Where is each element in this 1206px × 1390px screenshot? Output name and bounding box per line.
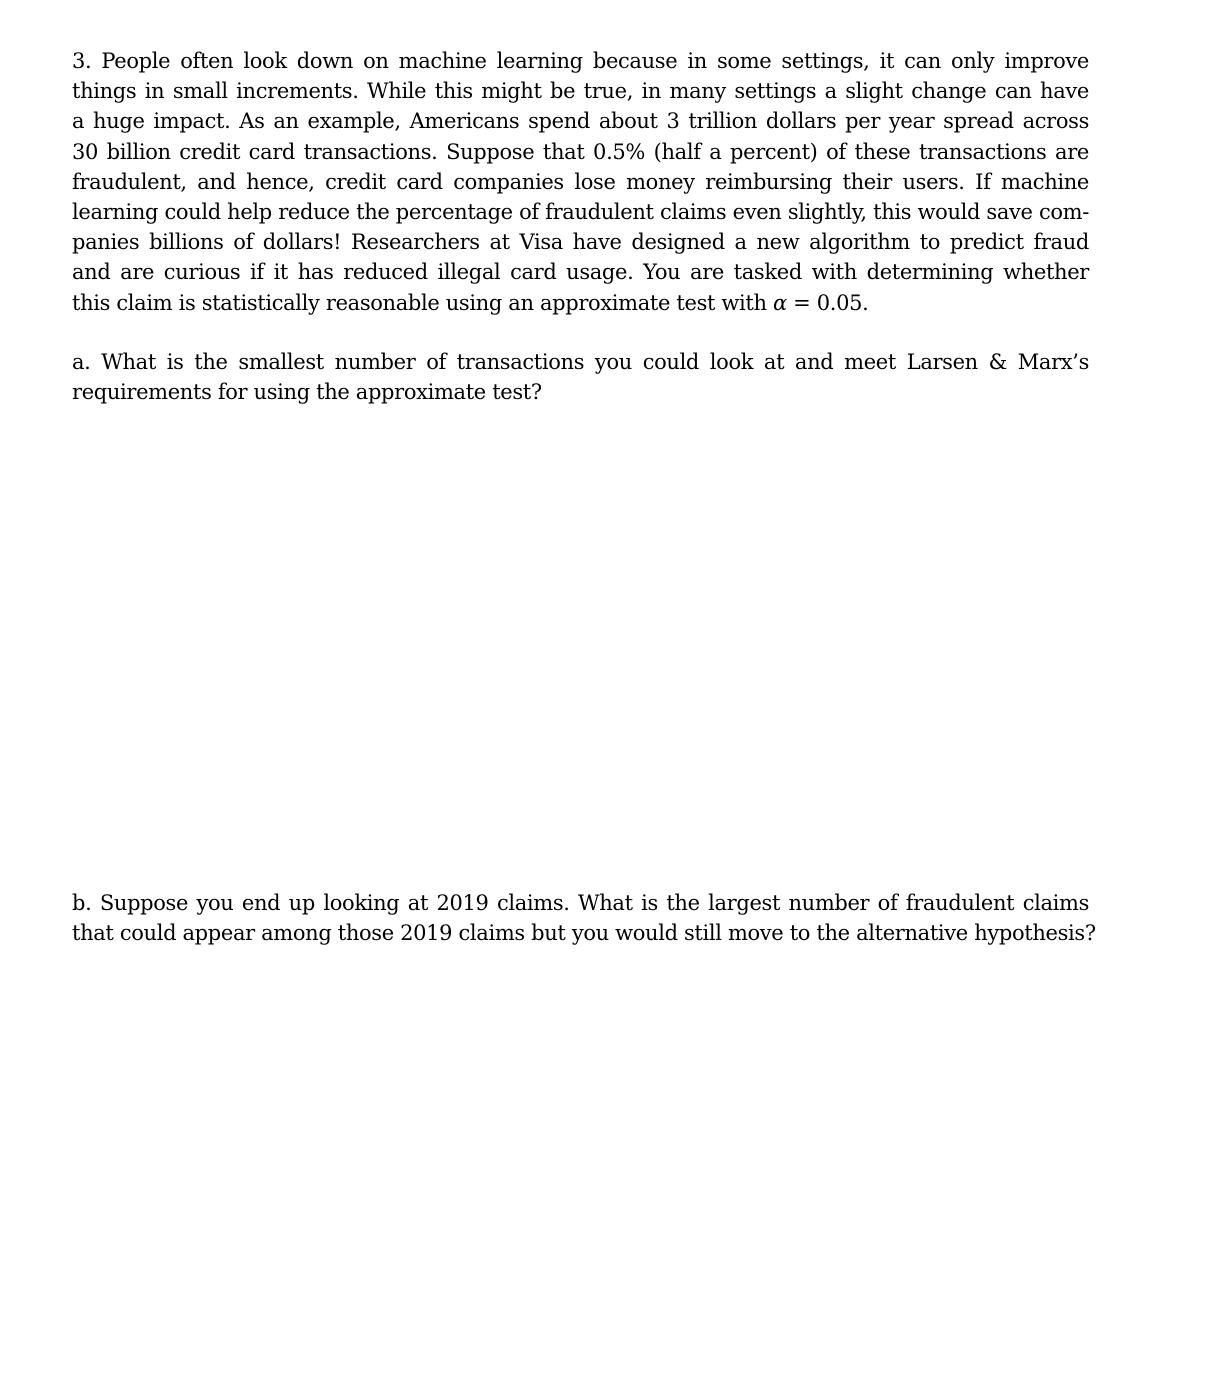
problem-line: and are curious if it has reduced illegal card usage. You are tasked with determining whether <box>72 260 1089 285</box>
problem-line: 3. People often look down on machine learning because in some settings, it can only improve <box>72 49 1089 73</box>
part-b-line: that could appear among those 2019 claims but you would still move to the alternative hypothesis? <box>72 921 1096 946</box>
problem-line: things in small increments. While this might be true, in many settings a slight change can have <box>72 79 1089 104</box>
part-b-question <box>72 888 1096 948</box>
alpha-symbol: α <box>773 290 787 315</box>
part-a-line: a. What is the smallest number of transactions you could look at and meet Larsen & Marx’s <box>72 350 1089 374</box>
problem-last-line-text: this claim is statistically reasonable using an approximate test with <box>72 290 773 315</box>
part-a-question <box>72 347 1089 407</box>
part-a-line: requirements for using the approximate test? <box>72 380 542 405</box>
part-b-line: b. Suppose you end up looking at 2019 claims. What is the largest number of fraudulent claims <box>72 891 1089 915</box>
problem-last-line <box>72 288 1089 318</box>
problem-line: panies billions of dollars! Researchers at Visa have designed a new algorithm to predict fraud <box>72 230 1089 255</box>
problem-line: 30 billion credit card transactions. Suppose that 0.5% (half a percent) of these transactions are <box>72 139 1089 164</box>
problem-line: a huge impact. As an example, Americans spend about 3 trillion dollars per year spread across <box>72 109 1089 134</box>
alpha-value: = 0.05. <box>786 290 869 315</box>
problem-3-statement <box>72 46 1089 318</box>
problem-line: fraudulent, and hence, credit card companies lose money reimbursing their users. If machine <box>72 169 1089 194</box>
problem-line: learning could help reduce the percentage of fraudulent claims even slightly, this would save com- <box>72 200 1089 225</box>
